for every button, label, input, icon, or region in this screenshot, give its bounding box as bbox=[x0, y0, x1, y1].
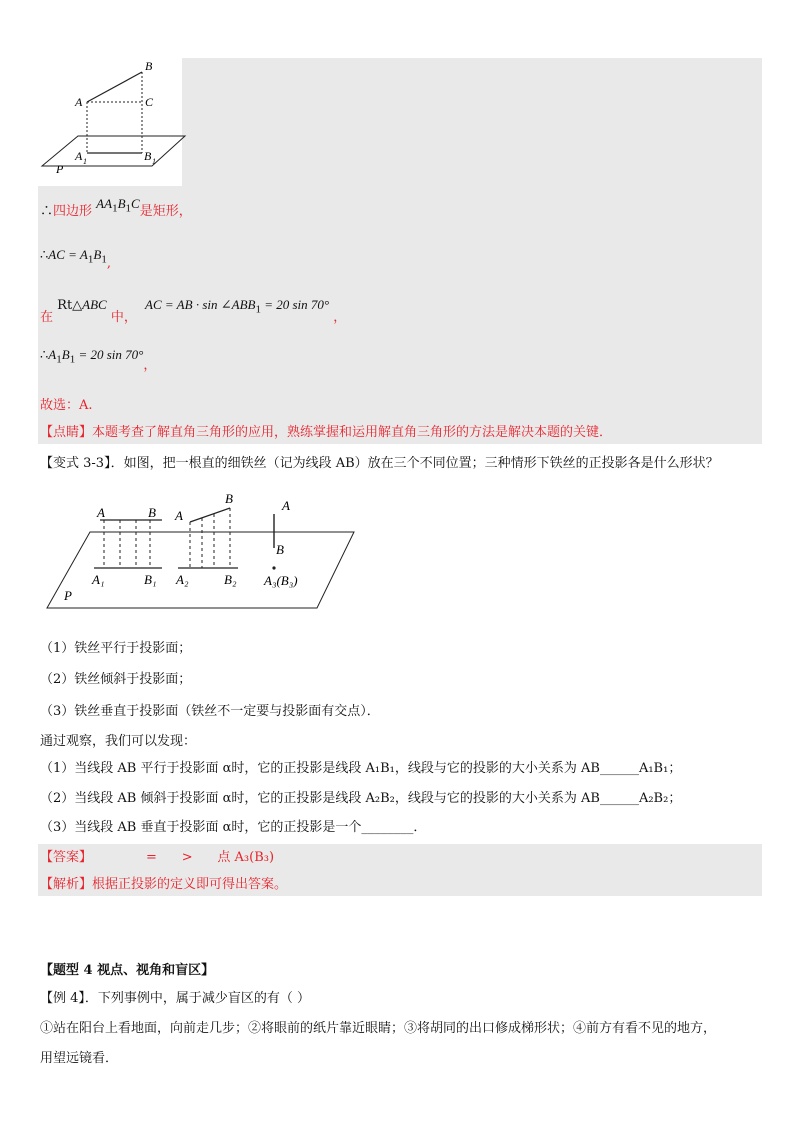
svg-text:A: A bbox=[97, 505, 105, 520]
item-2: （2）铁丝倾斜于投影面； bbox=[40, 672, 192, 687]
item-3: （3）铁丝垂直于投影面（铁丝不一定要与投影面有交点）． bbox=[40, 704, 380, 719]
svg-text:B: B bbox=[225, 491, 233, 506]
comment: 【点睛】本题考查了解直角三角形的应用，熟练掌握和运用解直角三角形的方法是解决本题的关键． bbox=[40, 425, 613, 440]
question-2: （2）当线段 AB 倾斜于投影面 α时，它的正投影是线段 A₂B₂，线段与它的投影的大小关系为 AB______A₂B₂； bbox=[40, 791, 682, 806]
variant-header: 【变式 3-3】．如图，把一根直的细铁丝（记为线段 AB）放在三个不同位置；三种情形下铁丝的正投影各是什么形状？ bbox=[40, 456, 719, 471]
answer-choice: 故选：A. bbox=[40, 398, 93, 413]
label-P: P bbox=[56, 162, 64, 176]
solution-highlight bbox=[182, 58, 762, 186]
observe-text: 通过观察，我们可以发现： bbox=[40, 734, 197, 749]
solution-line-1: ∴四边形 $AA_1B_1C$是矩形， bbox=[40, 196, 192, 219]
svg-text:P: P bbox=[64, 588, 72, 603]
label-B1-sub: 1 bbox=[152, 157, 156, 166]
svg-text:A: A bbox=[282, 498, 290, 513]
solution-line-4: $\therefore A_1B_1 = 20$ sin 70°， bbox=[40, 347, 157, 373]
solution-line-2: ∴AC = $A_1B_1$, bbox=[40, 247, 111, 271]
question-3: （3）当线段 AB 垂直于投影面 α时，它的正投影是一个________． bbox=[40, 820, 427, 835]
svg-text:A: A bbox=[175, 508, 183, 523]
label-A1: A bbox=[75, 149, 83, 163]
label-B: B bbox=[145, 59, 153, 73]
svg-text:B₁: B₁ bbox=[144, 572, 157, 587]
svg-text:A₂: A₂ bbox=[176, 572, 189, 587]
svg-text:B₂: B₂ bbox=[224, 572, 237, 587]
answer-line: 【答案】 = > 点 A₃(B₃) bbox=[40, 850, 275, 865]
figure-projection-diagram bbox=[30, 56, 190, 184]
example-body-1: ①站在阳台上看地面，向前走几步；②将眼前的纸片靠近眼睛；③将胡同的出口修成梯形状；④前方有看不见的地方， bbox=[40, 1021, 717, 1036]
svg-text:A₁: A₁ bbox=[92, 572, 105, 587]
question-1: （1）当线段 AB 平行于投影面 α时，它的正投影是线段 A₁B₁，线段与它的投影的大小关系为 AB______A₁B₁； bbox=[40, 761, 682, 776]
solution-line-3: 在 Rt△ABC 中， AC = AB · $\sin \angle ABB_1 = 20$ sin 70° ， bbox=[40, 297, 347, 325]
example-4: 【例 4】．下列事例中，属于减少盲区的有（ ） bbox=[40, 991, 311, 1006]
label-A: A bbox=[75, 95, 83, 109]
section-title: 【题型 4 视点、视角和盲区】 bbox=[40, 963, 215, 978]
svg-text:B: B bbox=[148, 505, 156, 520]
svg-text:A₃(B₃): A₃(B₃) bbox=[264, 573, 298, 588]
label-C: C bbox=[145, 95, 154, 109]
therefore-symbol: ∴ bbox=[40, 204, 54, 219]
figure-three-positions bbox=[42, 488, 362, 618]
label-A1-sub: 1 bbox=[83, 157, 87, 166]
example-body-2: 用望远镜看． bbox=[40, 1051, 119, 1066]
item-1: （1）铁丝平行于投影面； bbox=[40, 641, 192, 656]
svg-text:B: B bbox=[276, 542, 284, 557]
analysis-line: 【解析】根据正投影的定义即可得出答案。 bbox=[40, 877, 288, 892]
label-B1: B bbox=[144, 149, 152, 163]
